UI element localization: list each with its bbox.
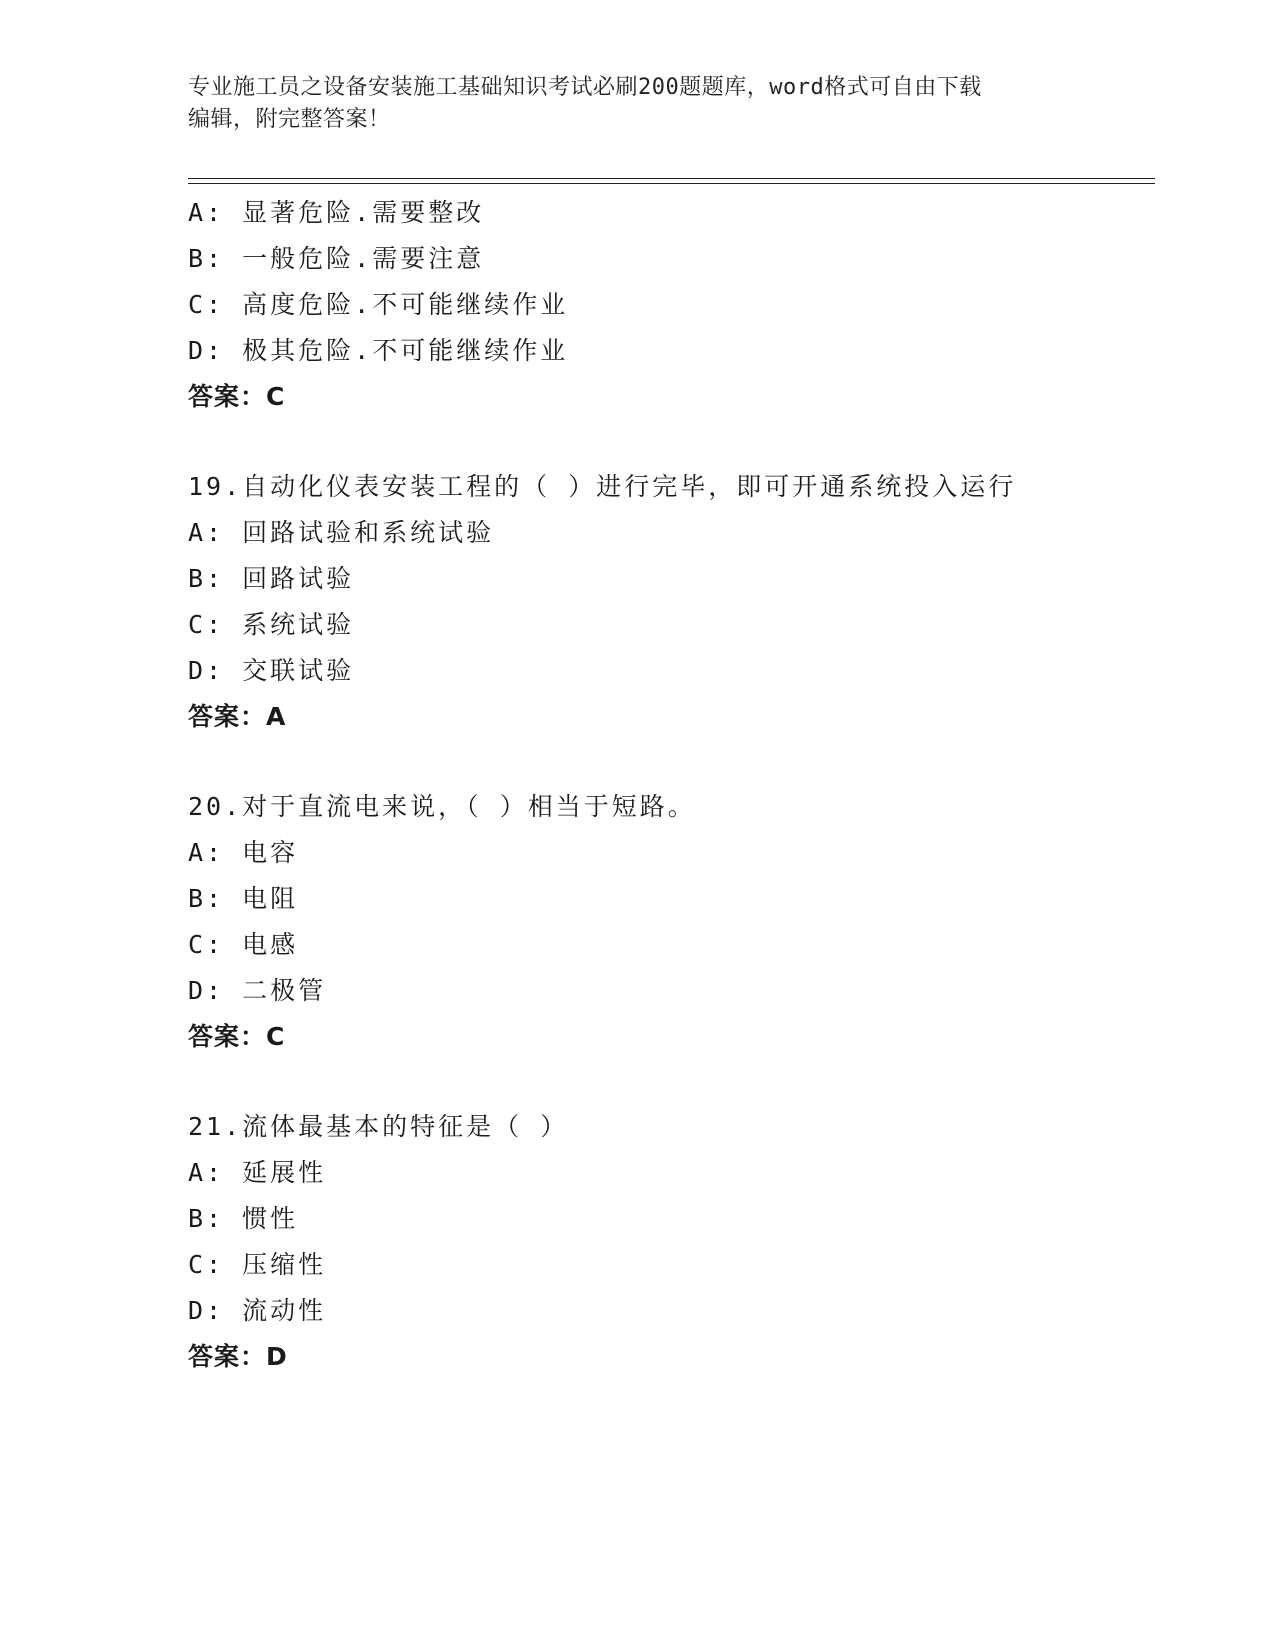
answer-line: 答案：C (188, 382, 286, 411)
option-c: C: 压缩性 (188, 1250, 327, 1279)
option-c: C: 系统试验 (188, 610, 355, 639)
spacer (188, 740, 1148, 784)
question-stem: 20.对于直流电来说，（ ）相当于短路。 (188, 792, 696, 821)
option-b: B: 一般危险.需要注意 (188, 244, 485, 273)
spacer (188, 420, 1148, 464)
option-a: A: 回路试验和系统试验 (188, 518, 495, 547)
answer-line: 答案：D (188, 1342, 288, 1371)
option-a: A: 电容 (188, 838, 299, 867)
question-block-continued (188, 190, 1148, 420)
spacer (188, 1060, 1148, 1104)
option-b: B: 电阻 (188, 884, 299, 913)
header-divider-top (188, 178, 1155, 179)
question-block-19 (188, 464, 1148, 740)
option-a: A: 显著危险.需要整改 (188, 198, 485, 227)
option-c: C: 高度危险.不可能继续作业 (188, 290, 569, 319)
option-c: C: 电感 (188, 930, 299, 959)
header-line-2: 编辑，附完整答案！ (188, 107, 391, 132)
question-block-20 (188, 784, 1148, 1060)
question-stem: 21.流体最基本的特征是（ ） (188, 1112, 569, 1141)
question-block-21 (188, 1104, 1148, 1380)
document-header (188, 72, 1088, 136)
header-line-1: 专业施工员之设备安装施工基础知识考试必刷200题题库，word格式可自由下载 (188, 75, 982, 100)
question-stem: 19.自动化仪表安装工程的（ ）进行完毕，即可开通系统投入运行 (188, 472, 1017, 501)
answer-line: 答案：A (188, 702, 287, 731)
answer-line: 答案：C (188, 1022, 286, 1051)
option-d: D: 二极管 (188, 976, 327, 1005)
header-divider-bottom (188, 183, 1155, 184)
option-b: B: 回路试验 (188, 564, 355, 593)
option-d: D: 流动性 (188, 1296, 327, 1325)
option-a: A: 延展性 (188, 1158, 327, 1187)
option-d: D: 极其危险.不可能继续作业 (188, 336, 569, 365)
question-list (188, 190, 1148, 1380)
option-b: B: 惯性 (188, 1204, 299, 1233)
option-d: D: 交联试验 (188, 656, 355, 685)
